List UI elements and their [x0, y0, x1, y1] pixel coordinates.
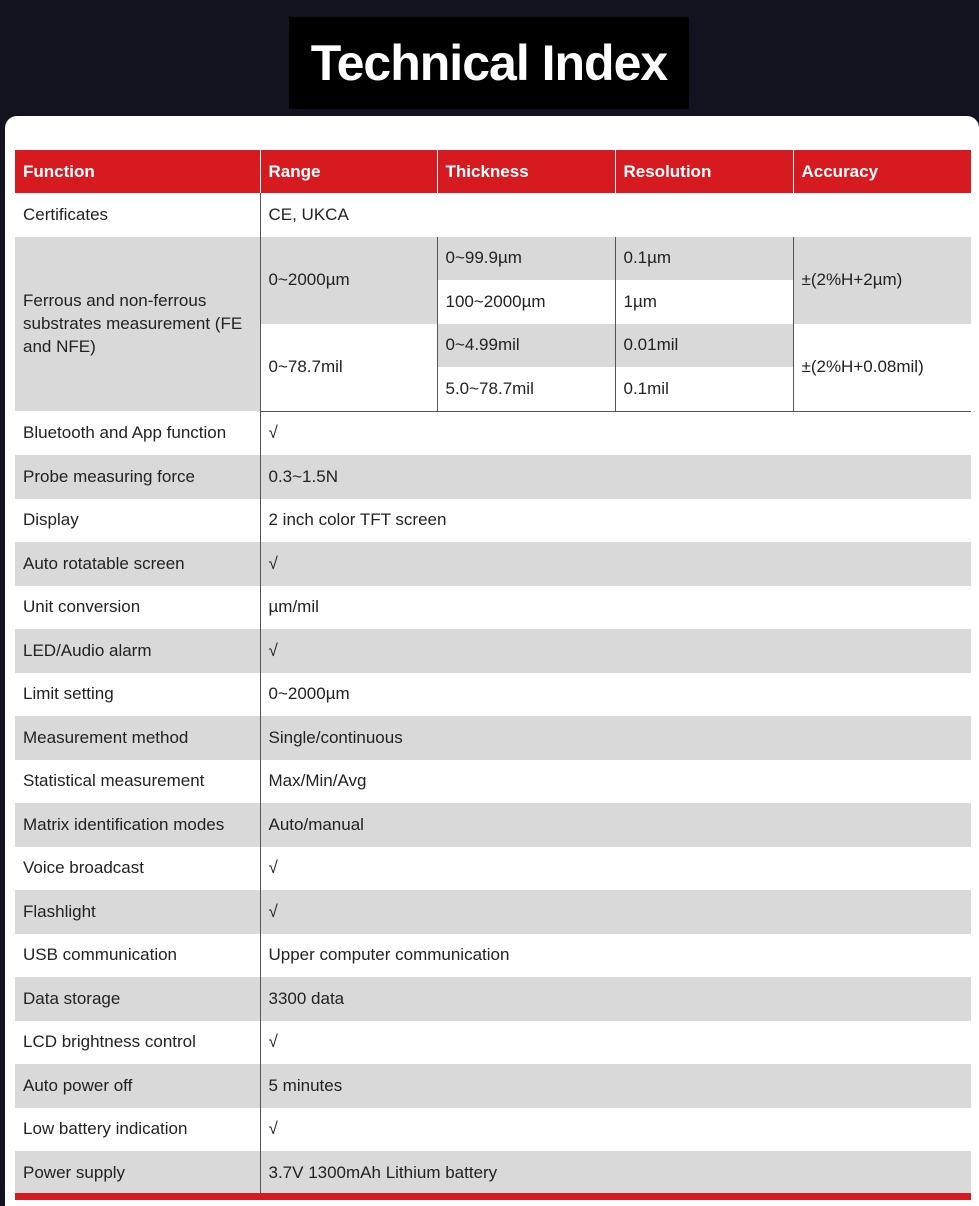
thickness-cell: 100~2000µm — [437, 280, 615, 324]
header-accuracy: Accuracy — [793, 150, 971, 193]
row-value: 5 minutes — [260, 1064, 971, 1108]
resolution-cell: 1µm — [615, 280, 793, 324]
row-value: 3.7V 1300mAh Lithium battery — [260, 1151, 971, 1195]
row-function: Voice broadcast — [15, 847, 260, 891]
table-row — [15, 847, 971, 891]
table-row — [15, 411, 971, 455]
row-function: Unit conversion — [15, 586, 260, 630]
row-function: Auto power off — [15, 1064, 260, 1108]
header-resolution: Resolution — [615, 150, 793, 193]
row-function: Display — [15, 499, 260, 543]
table-row — [15, 803, 971, 847]
row-value: 2 inch color TFT screen — [260, 499, 971, 543]
row-value: 0~2000µm — [260, 673, 971, 717]
row-value: √ — [260, 542, 971, 586]
row-function: LED/Audio alarm — [15, 629, 260, 673]
table-row — [15, 934, 971, 978]
thickness-cell: 5.0~78.7mil — [437, 367, 615, 411]
row-function: Power supply — [15, 1151, 260, 1195]
page-title: Technical Index — [310, 35, 668, 91]
table-row — [15, 760, 971, 804]
row-function: USB communication — [15, 934, 260, 978]
table-row — [15, 1108, 971, 1152]
row-function: Flashlight — [15, 890, 260, 934]
row-function: Bluetooth and App function — [15, 411, 260, 455]
row-value: √ — [260, 847, 971, 891]
row-value: Auto/manual — [260, 803, 971, 847]
row-value: 0.3~1.5N — [260, 455, 971, 499]
bottom-red-bar — [15, 1193, 971, 1200]
row-value: √ — [260, 1021, 971, 1065]
table-row — [15, 977, 971, 1021]
resolution-cell: 0.1µm — [615, 237, 793, 281]
thickness-cell: 0~4.99mil — [437, 324, 615, 368]
row-value: √ — [260, 890, 971, 934]
table-row — [15, 673, 971, 717]
header-thickness: Thickness — [437, 150, 615, 193]
row-value: 3300 data — [260, 977, 971, 1021]
row-value: √ — [260, 629, 971, 673]
table-row — [15, 499, 971, 543]
row-function: Matrix identification modes — [15, 803, 260, 847]
row-function: Auto rotatable screen — [15, 542, 260, 586]
table-row — [15, 586, 971, 630]
row-value: Single/continuous — [260, 716, 971, 760]
row-function: Statistical measurement — [15, 760, 260, 804]
row-value: Upper computer communication — [260, 934, 971, 978]
resolution-cell: 0.01mil — [615, 324, 793, 368]
title-banner — [289, 17, 689, 109]
header-range: Range — [260, 150, 437, 193]
table-row — [15, 629, 971, 673]
thickness-cell: 0~99.9µm — [437, 237, 615, 281]
accuracy-um: ±(2%H+2µm) — [793, 237, 971, 324]
table-row — [15, 1151, 971, 1195]
header-function: Function — [15, 150, 260, 193]
table-row — [15, 193, 971, 237]
row-function: Probe measuring force — [15, 455, 260, 499]
range-um: 0~2000µm — [260, 237, 437, 324]
table-row — [15, 542, 971, 586]
row-function: Certificates — [15, 193, 260, 237]
table-row — [15, 890, 971, 934]
row-value: µm/mil — [260, 586, 971, 630]
spec-table — [15, 150, 971, 1195]
row-function: Data storage — [15, 977, 260, 1021]
table-header-row — [15, 150, 971, 193]
row-function: Limit setting — [15, 673, 260, 717]
accuracy-mil: ±(2%H+0.08mil) — [793, 324, 971, 412]
table-row — [15, 1064, 971, 1108]
row-function: Measurement method — [15, 716, 260, 760]
resolution-cell: 0.1mil — [615, 367, 793, 411]
table-row — [15, 455, 971, 499]
row-value: Max/Min/Avg — [260, 760, 971, 804]
row-value: √ — [260, 411, 971, 455]
row-value: CE, UKCA — [260, 193, 971, 237]
table-row — [15, 1021, 971, 1065]
row-function-ferrous: Ferrous and non-ferrous substrates measurement (FE and NFE) — [15, 237, 260, 412]
row-function: LCD brightness control — [15, 1021, 260, 1065]
range-mil: 0~78.7mil — [260, 324, 437, 412]
row-value: √ — [260, 1108, 971, 1152]
table-row — [15, 716, 971, 760]
row-function: Low battery indication — [15, 1108, 260, 1152]
table-row — [15, 237, 971, 281]
